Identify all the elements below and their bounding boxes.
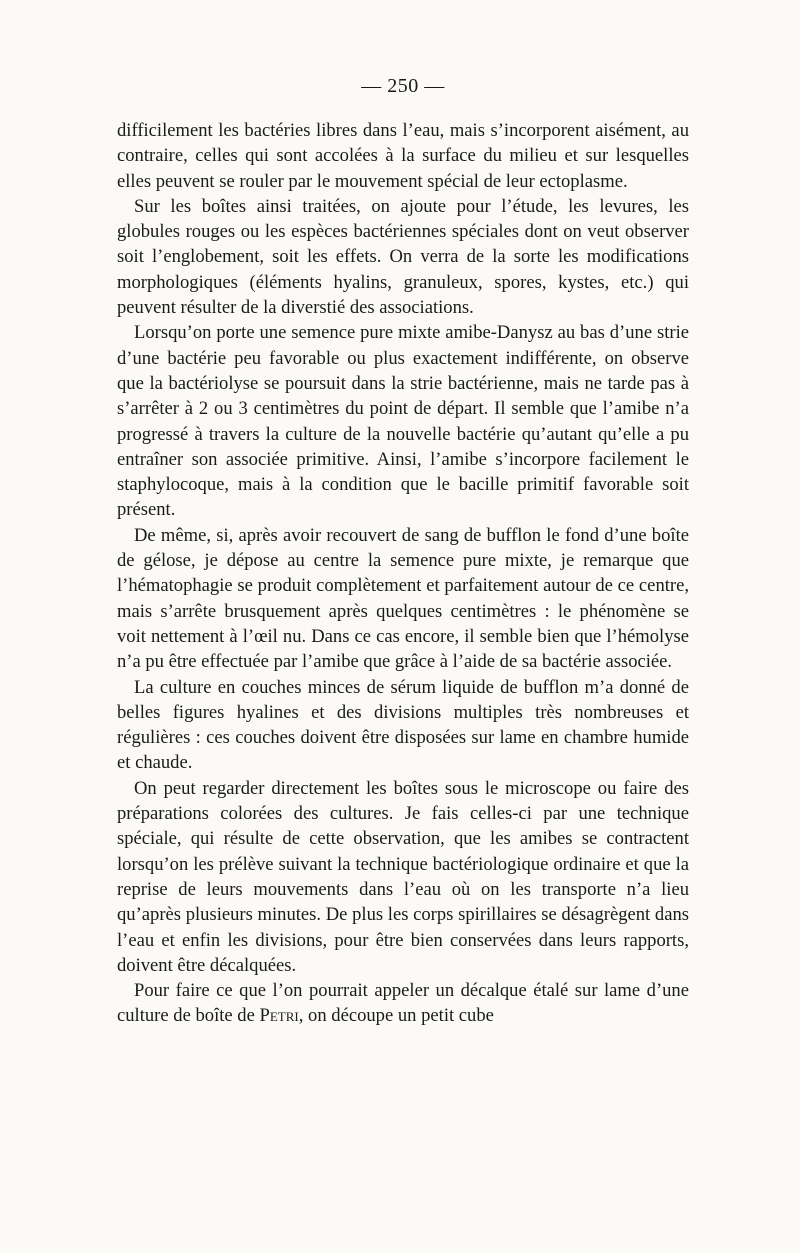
paragraph-2: Sur les boîtes ainsi traitées, on ajoute pour l’étude, les levures, les globules rouges ou les espèces bactériennes spéciales dont on veut observer soit l’englobement, soit les effets. On verra de la sorte les modifications morphologiques (éléments hyalins, granuleux, spores, kystes, etc.) qui peuvent résulter de la diverstié des associations. [117,195,689,319]
paragraph-7-end: , on découpe un petit cube [298,1005,494,1027]
book-page [117,74,689,1029]
page-number: — 250 — [361,75,445,97]
paragraph-7-start: Pour faire ce que l’on pourrait appeler un décalque étalé sur lame d’une culture de boîte de [117,980,689,1027]
paragraph-1: difficilement les bactéries libres dans l’eau, mais s’incorporent aisément, au contraire, celles qui sont accolées à la surface du milieu et sur lesquelles elles peuvent se rouler par le mouvement spécial de leur ectoplasme. [117,120,689,192]
paragraph-7 [117,978,689,1029]
author-name-petri: Petri [259,1005,299,1027]
paragraph-5: La culture en couches minces de sérum liquide de bufflon m’a donné de belles figures hyalines et des divisions multiples très nombreuses et régulières : ces couches doivent être disposées sur lame en chambre humide et chaude. [117,676,689,774]
paragraph-3: Lorsqu’on porte une semence pure mixte amibe-Danysz au bas d’une strie d’une bactérie peu favorable ou plus exactement indifférente, on observe que la bactériolyse se poursuit dans la strie bactérienne, mais ne tarde pas à s’arrêter à 2 ou 3 centimètres du point de départ. Il semble que l’amibe n’a progressé à travers la culture de la nouvelle bactérie qu’autant qu’elle a pu entraîner son associée primitive. Ainsi, l’amibe s’incorpore facilement le staphylocoque, mais à la condition que le bacille primitif favorable soit présent. [117,322,689,521]
paragraph-4: De même, si, après avoir recouvert de sang de bufflon le fond d’une boîte de gélose, je dépose au centre la semence pure mixte, je remarque que l’hématophagie se produit complètement et parfaitement autour de ce centre, mais s’arrête brusquement après quelques centimètres : le phénomène se voit nettement à l’œil nu. Dans ce cas encore, il semble bien que l’hémolyse n’a pu être effectuée par l’amibe que grâce à l’aide de sa bactérie associée. [117,524,689,673]
paragraph-6: On peut regarder directement les boîtes sous le microscope ou faire des préparations colorées des cultures. Je fais celles-ci par une technique spéciale, qui résulte de cette observation, que les amibes se contractent lorsqu’on les prélève suivant la technique bactériologique ordinaire et que la reprise de leurs mouvements dans l’eau où on les transporte n’a lieu qu’après plusieurs minutes. De plus les corps spirillaires se désagrègent dans l’eau et enfin les divisions, pour être bien conservées dans leurs rapports, doivent être décalquées. [117,777,689,976]
